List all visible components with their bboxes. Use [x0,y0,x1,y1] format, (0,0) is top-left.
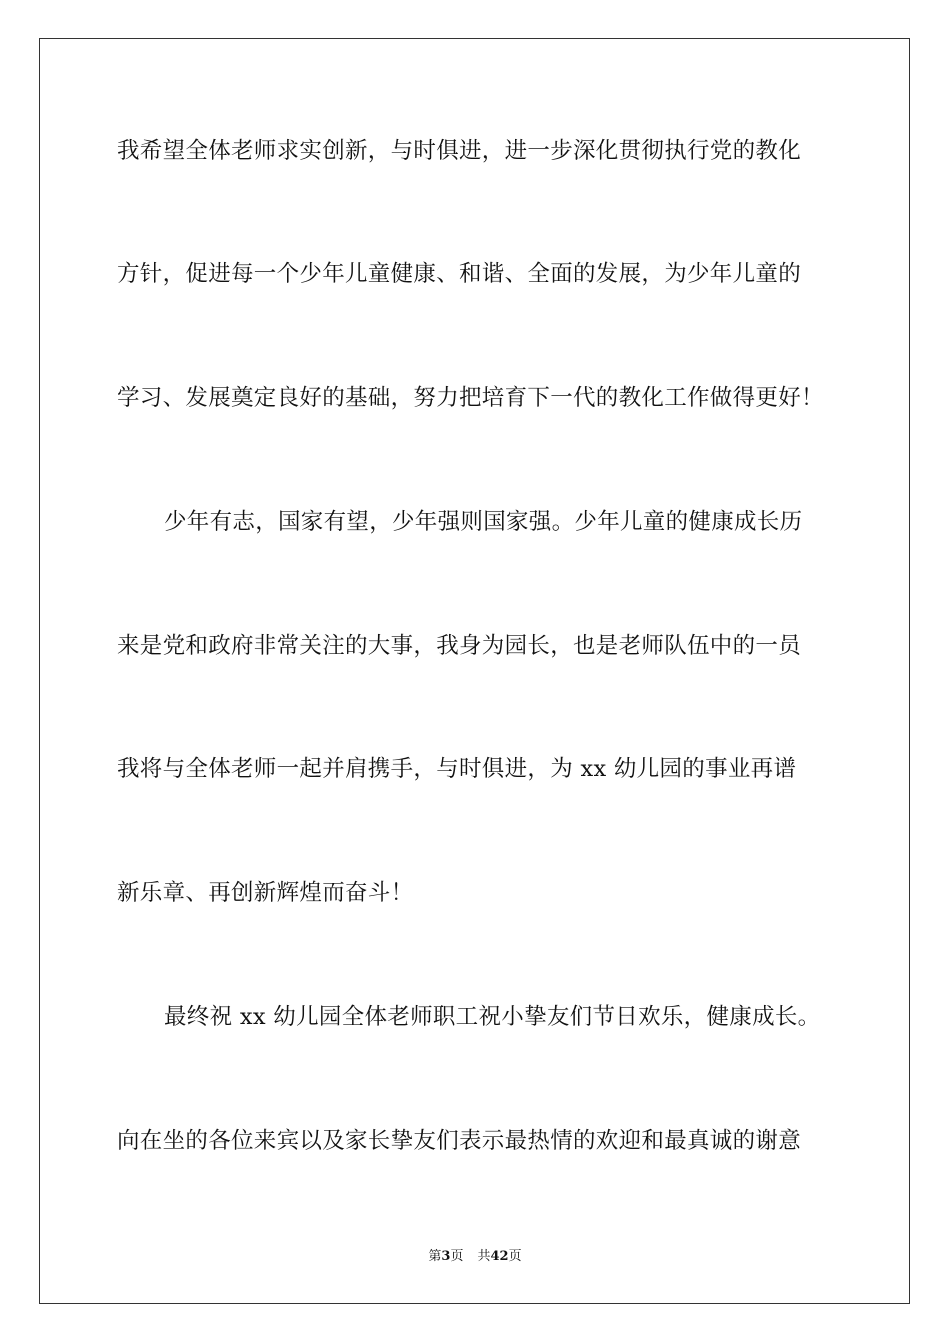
text-line: 新乐章、再创新辉煌而奋斗！ [117,880,414,906]
footer-total-prefix: 共 [477,1249,491,1264]
text-line: 我将与全体老师一起并肩携手，与时俱进，为 xx 幼儿园的事业再谱 [117,756,797,782]
text-line: 向在坐的各位来宾以及家长挚友们表示最热情的欢迎和最真诚的谢意 [117,1128,802,1154]
footer-page-prefix: 第 [428,1249,442,1264]
page-footer [0,1248,950,1266]
text-line: 我希望全体老师求实创新，与时俱进，进一步深化贯彻执行党的教化 [117,138,802,164]
text-line: 少年有志，国家有望，少年强则国家强。少年儿童的健康成长历 [164,509,803,535]
page-border [39,38,910,1304]
text-line: 最终祝 xx 幼儿园全体老师职工祝小挚友们节日欢乐，健康成长。 [164,1004,821,1030]
text-line: 方针，促进每一个少年儿童健康、和谐、全面的发展，为少年儿童的 [117,261,802,287]
footer-page-suffix: 页 [450,1249,464,1264]
text-line: 来是党和政府非常关注的大事，我身为园长，也是老师队伍中的一员 [117,633,802,659]
total-page-number: 42 [490,1249,509,1264]
footer-total-suffix: 页 [508,1249,522,1264]
text-line: 学习、发展奠定良好的基础，努力把培育下一代的教化工作做得更好！ [117,385,824,411]
current-page-number: 3 [441,1249,451,1264]
